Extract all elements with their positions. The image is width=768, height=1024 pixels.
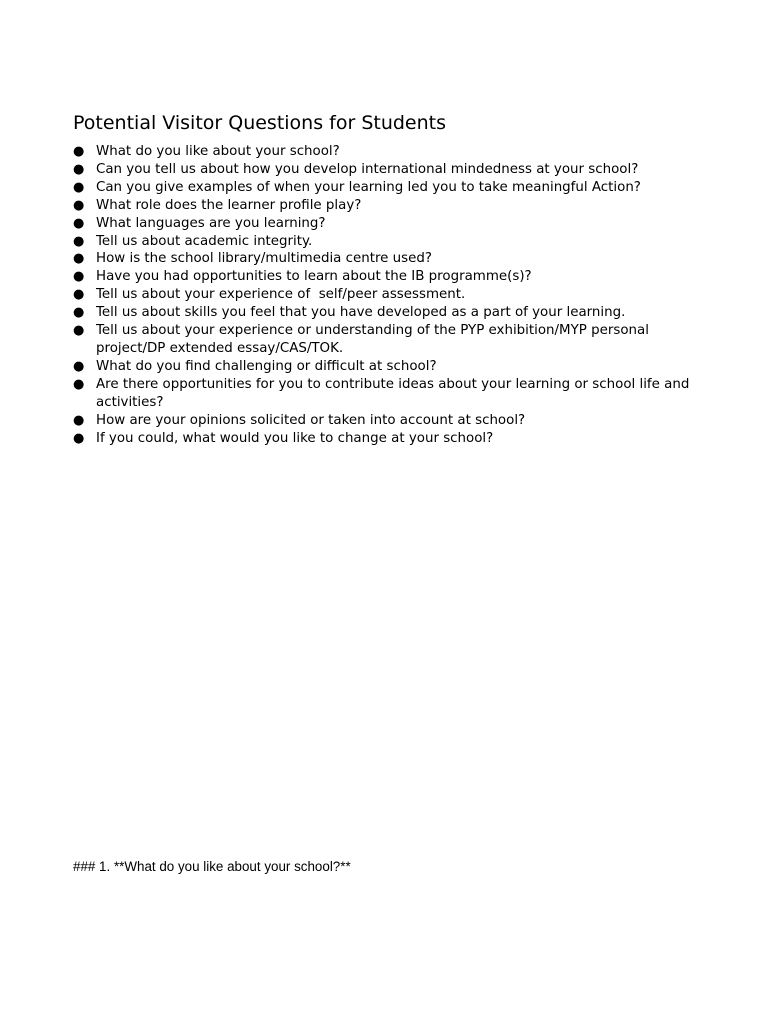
list-item [73,430,703,448]
list-item [73,376,703,412]
bullet-icon: ● [73,144,85,159]
document-title: Potential Visitor Questions for Students [73,112,447,134]
bullet-icon: ● [73,161,85,177]
footer-note: ### 1. **What do you like about your school?** [73,859,351,874]
bullet-icon: ● [73,233,85,249]
question-list [73,143,703,447]
list-item [73,268,703,286]
list-item [73,179,703,197]
bullet-icon: ● [73,430,85,446]
bullet-icon: ● [73,197,85,213]
question-text: What languages are you learning? [96,215,326,231]
list-item [73,322,703,358]
list-item [73,250,703,268]
bullet-icon: ● [73,358,85,374]
list-item [73,304,703,322]
list-item [73,197,703,215]
question-text: Can you tell us about how you develop international mindedness at your school? [96,161,639,177]
question-text: How is the school library/multimedia centre used? [96,251,432,267]
bullet-icon: ● [73,269,85,285]
bullet-icon: ● [73,251,85,267]
question-text: Tell us about academic integrity. [96,233,313,249]
question-text: Have you had opportunities to learn about the IB programme(s)? [96,269,532,285]
bullet-icon: ● [73,412,85,428]
question-text: Can you give examples of when your learning led you to take meaningful Action? [96,179,641,195]
question-text: Tell us about your experience or understanding of the PYP exhibition/MYP personal project/DP extended essay/CAS/TOK. [96,323,649,356]
question-text: Are there opportunities for you to contribute ideas about your learning or school life and activities? [96,376,690,410]
list-item [73,412,703,430]
question-text: Tell us about skills you feel that you have developed as a part of your learning. [96,305,626,321]
question-text: If you could, what would you like to change at your school? [96,430,494,446]
bullet-icon: ● [73,287,85,303]
list-item [73,215,703,233]
list-item [73,358,703,376]
list-item [73,233,703,251]
bullet-icon: ● [73,323,85,339]
question-text: Tell us about your experience of self/peer assessment. [96,287,466,303]
question-text: What do you like about your school? [96,144,340,159]
list-item [73,161,703,179]
list-item [73,286,703,304]
question-text: What do you find challenging or difficult at school? [96,358,437,374]
bullet-icon: ● [73,215,85,231]
bullet-icon: ● [73,376,85,392]
bullet-icon: ● [73,305,85,321]
bullet-icon: ● [73,179,85,195]
question-text: What role does the learner profile play? [96,197,362,213]
list-item [73,143,703,161]
question-text: How are your opinions solicited or taken into account at school? [96,412,526,428]
